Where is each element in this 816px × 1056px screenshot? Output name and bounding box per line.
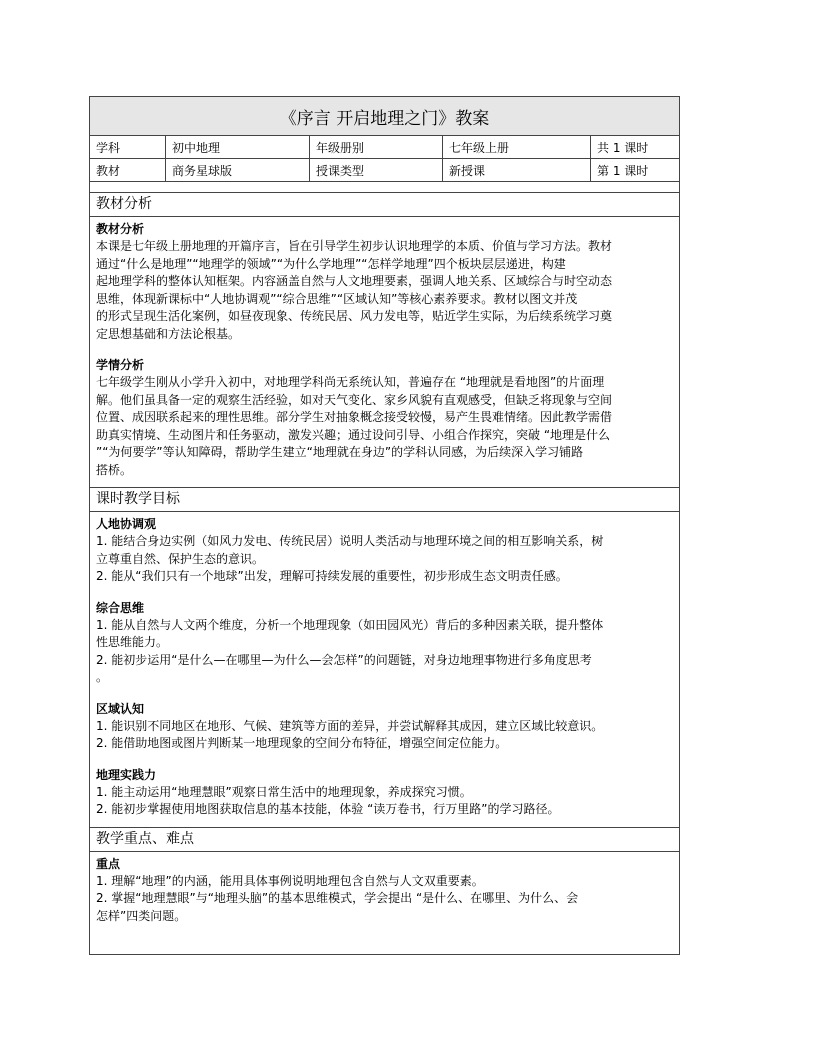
objective-line: 1. 能结合身边实例（如风力发电、传统民居）说明人类活动与地理环境之间的相互影响关系，树 <box>96 534 604 548</box>
document-title: 《序言 开启地理之门》教案 <box>90 97 679 136</box>
paragraph-line: 通过“什么是地理”“地理学的领域”“为什么学地理”“怎样学地理”四个板块层层递进，构建 <box>96 256 566 271</box>
paragraph-line: 思维，体现新课标中“人地协调观”“综合思维”“区域认知”等核心素养要求。教材以图文并茂 <box>96 291 578 306</box>
paragraph-line: 的形式呈现生活化案例，如昼夜现象、传统民居、风力发电等，贴近学生实际，为后续系统学习奠 <box>96 309 613 323</box>
subtitle-key-points: 重点 <box>96 856 121 871</box>
section-heading-analysis: 教材分析 <box>90 193 679 217</box>
objective-line: 2. 能初步掌握使用地图获取信息的基本技能，体验 “读万卷书，行万里路”的学习路径。 <box>96 802 560 816</box>
paragraph-line: ”“为何要学”等认知障碍，帮助学生建立“地理就在身边”的学科认同感，为后续深入学习铺路 <box>96 445 584 459</box>
objective-line: 性思维能力。 <box>96 635 169 649</box>
lesson-type-value: 新授课 <box>443 159 591 181</box>
paragraph-line: 七年级学生刚从小学升入初中，对地理学科尚无系统认知，普遍存在 “地理就是看地图”的片面理 <box>96 375 605 389</box>
objective-line: 2. 能初步运用“是什么—在哪里—为什么—会怎样”的问题链，对身边地理事物进行多角度思考 <box>96 652 592 667</box>
subtitle-human-earth: 人地协调观 <box>96 517 157 531</box>
section-body-analysis <box>90 217 679 488</box>
objective-line: 1. 能识别不同地区在地形、气候、建筑等方面的差异，并尝试解释其成因，建立区域比较意识。 <box>96 718 604 733</box>
objective-line: 2. 能借助地图或图片判断某一地理现象的空间分布特征，增强空间定位能力。 <box>96 736 508 750</box>
info-row-1 <box>90 136 679 159</box>
lesson-type-label: 授课类型 <box>310 159 443 181</box>
grade-label: 年级册别 <box>310 136 443 158</box>
objective-line: 2. 能从“我们只有一个地球”出发，理解可持续发展的重要性，初步形成生态文明责任感。 <box>96 569 568 583</box>
paragraph-line: 搭桥。 <box>96 462 133 477</box>
objective-line: 。 <box>96 670 109 684</box>
paragraph-line: 位置、成因联系起来的理性思维。部分学生对抽象概念接受较慢，易产生畏难情绪。因此教学需借 <box>96 410 613 424</box>
objective-line: 1. 能从自然与人文两个维度，分析一个地理现象（如田园风光）背后的多种因素关联，提升整体 <box>96 617 604 632</box>
section-body-objectives <box>90 512 679 828</box>
subtitle-geo-practice: 地理实践力 <box>96 767 157 782</box>
spacer-row <box>90 182 679 193</box>
total-periods: 共 1 课时 <box>597 140 649 155</box>
paragraph-line: 解。他们虽具备一定的观察生活经验，如对天气变化、家乡风貌有直观感受，但缺乏将现象与空间 <box>96 392 613 407</box>
lesson-plan-table <box>89 96 680 955</box>
subtitle-integrated-thinking: 综合思维 <box>96 600 145 615</box>
grade-value: 七年级上册 <box>443 136 591 158</box>
section-body-key-points <box>90 852 679 934</box>
subject-value: 初中地理 <box>166 136 310 158</box>
objective-line: 立尊重自然、保护生态的意识。 <box>96 551 265 566</box>
key-point-line: 2. 掌握“地理慧眼”与“地理头脑”的基本思维模式，学会提出 “是什么、在哪里、为什么、会 <box>96 891 579 905</box>
section-heading-objectives: 课时教学目标 <box>90 488 679 512</box>
textbook-label: 教材 <box>90 159 166 181</box>
period-number: 第 1 课时 <box>597 163 649 178</box>
subject-label: 学科 <box>90 136 166 158</box>
key-point-line: 1. 理解“地理”的内涵，能用具体事例说明地理包含自然与人文双重要素。 <box>96 873 484 888</box>
paragraph-line: 起地理学科的整体认知框架。内容涵盖自然与人文地理要素，强调人地关系、区域综合与时空动态 <box>96 274 613 288</box>
paragraph-line: 定思想基础和方法论根基。 <box>96 326 241 341</box>
textbook-value: 商务星球版 <box>166 159 310 181</box>
key-point-line: 怎样”四类问题。 <box>96 908 187 923</box>
objective-line: 1. 能主动运用“地理慧眼”观察日常生活中的地理现象，养成探究习惯。 <box>96 784 472 799</box>
subtitle-student-analysis: 学情分析 <box>96 358 145 372</box>
subtitle-regional-cognition: 区域认知 <box>96 701 145 716</box>
info-row-2 <box>90 159 679 182</box>
paragraph-line: 助真实情境、生动图片和任务驱动，激发兴趣；通过设问引导、小组合作探究，突破 “地理是什么 <box>96 427 611 442</box>
section-heading-key-points: 教学重点、难点 <box>90 828 679 852</box>
paragraph-line: 本课是七年级上册地理的开篇序言，旨在引导学生初步认识地理学的本质、价值与学习方法。教材 <box>96 239 613 253</box>
subtitle-textbook-analysis: 教材分析 <box>96 222 145 236</box>
